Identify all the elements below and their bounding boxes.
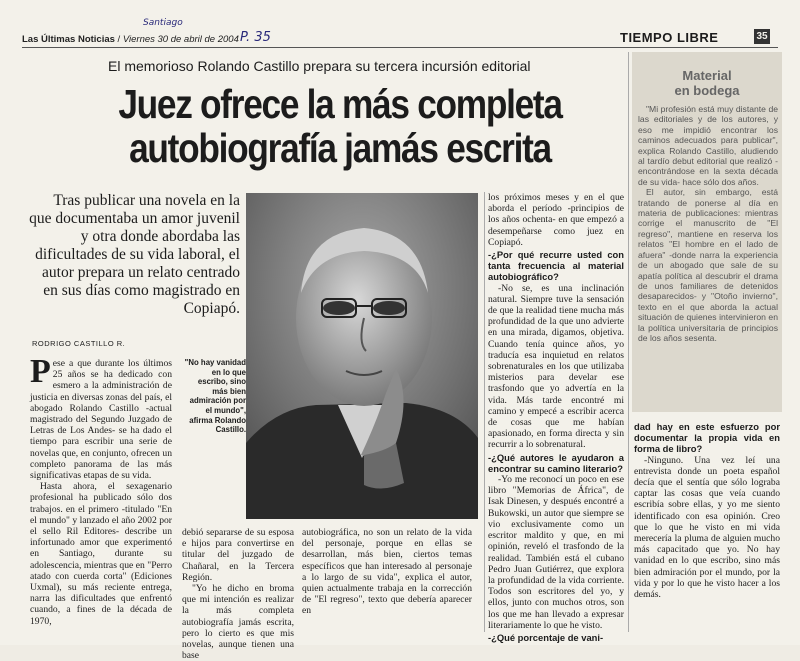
column-5 [634,420,780,600]
headline-line-2: autobiografía jamás escrita [129,125,551,171]
byline: RODRIGO CASTILLO R. [32,339,126,348]
col5-question-1: dad hay en este esfuerzo por documentar la propia vida en forma de libro? [634,421,780,455]
headline-line-1: Juez ofrece la más completa [118,81,562,127]
col4-block-1: los próximos meses y en el que aborda el período -principios de los años ochenta- en que empezó a desempeñarse como juez en Copiapó. [488,192,624,248]
sidebar-title-line-1: Material [682,68,732,83]
sidebar-paragraph-1: "Mi profesión está muy distante de las editoriales y de los autores, y eso me impidió encontrar los caminos adecuados para publicar", explica Rolando Castillo, aludiendo al tardío debut editorial que realizó -encontrándose en la sexta década de su vida- hace sólo dos años. [638,104,778,187]
column-1 [30,353,172,627]
kicker: El memorioso Rolando Castillo prepara su tercera incursión editorial [108,58,531,74]
column-3-bottom [302,527,472,617]
column-divider-2 [628,52,629,632]
sidebar-title-line-2: en bodega [674,83,740,98]
column-divider-1 [484,192,485,632]
col1-paragraph-1 [30,353,172,482]
col4-question-2: -¿Qué autores le ayudaron a encontrar su camino literario? [488,451,624,474]
section-name: TIEMPO LIBRE [620,30,719,45]
deck: Tras publicar una novela en la que documentaba un amor juvenil y otra donde abordaba las dificultades de su vida laboral, el autor prepara un relato centrado en sus días como magistrado en Copiapó. [29,192,240,317]
col5-block-2: -Ninguno. Una vez leí una entrevista donde un poeta español decía que el sentía que sólo lograba captar las cosas que veía cuando escribía sobre ellas, y yo me siento identificado con esa opinión. Creo que lo que he visto en mi vida merecería la pluma de alguien mucho más capacitado que yo. No hay vanidad en lo que escribo, sino más bien admiración por el mundo, por la vida y por lo que he visto hacer a los demás. [634,454,780,601]
col1-paragraph-1-text: ese a que durante los últimos 25 años se ha dedicado con esmero a la administración de justicia en diversas zonas del país, el abogado Rolando Castillo -actual magistrado del Segundo Juzgado de Letras de Los Andes- se ha dado el tiempo para escribir una serie de novelas que, en conjunto, ofrecen un completo panorama de las más significativas etapas de su vida. [30,358,172,482]
issue-date: Viernes 30 de abril de 2004 [122,34,239,45]
handwritten-page: P. 35 [240,30,271,45]
sidebar-box [632,52,782,412]
masthead: Las Últimas Noticias / Viernes 30 de abril de 2004 [22,34,239,45]
col2-paragraph-2: "Yo he dicho en broma que mi intención es realizar la más completa autobiografía jamás escrita, pero lo cierto es que mis novelas, aunque tienen una base [182,583,294,661]
col1-paragraph-2: Hasta ahora, el sexagenario profesional ha publicado sólo dos trabajos. en el primero -titulado "En el mundo" y lanzado el año 2002 por el sello Ril Editores- describe un infortunado amor que experimentó en Santiago, durante su adolescencia, mientras que en "Perro atado con cuerda corta" (Ediciones Uxmal), su más reciente entrega, narra las dificultades que enfrentó cuando, a fines de la década de 1970, [30,481,172,627]
col4-question-3: -¿Qué porcentaje de vani- [488,631,604,643]
col3-paragraph-1: autobiográfica, no son un relato de la vida del personaje, porque en ellas se desarrollan, más bien, ciertos temas específicos que han interesado al personaje a lo largo de su vida", explica el autor, quien actualmente trabaja en la corrección de "El regreso", texto que debería aparecer en [302,527,472,617]
paper-name: Las Últimas Noticias [22,34,115,45]
col4-question-1: -¿Por qué recurre usted con tanta frecuencia al material autobiográfico? [488,249,624,283]
col4-block-5: -Yo me reconocí un poco en ese libro "Memorias de África", de Isak Dinesen, y después encontré a Bukowski, un autor que siempre se vio exclusivamente como un escritor maldito y que, en mi opinión, reveló el trasfondo de la realidad. También está el cubano Pedro Juan Gutiérrez, que explora la profundidad de la vida corriente. Todos son escritores del yo, y ellos, junto con muchos otros, son los que me han llevado a expresar literariamente lo que he visto. [488,474,624,631]
sidebar-body [638,104,778,343]
page-number: 35 [754,29,770,44]
col2-paragraph-1: debió separarse de su esposa e hijos para convertirse en titular del juzgado de Chañaral, en la Tercera Región. [182,527,294,583]
column-4 [488,192,624,643]
pull-quote: "No hay vanidad en lo que escribo, sino más bien admiración por el mundo", afirma Rolando Castillo. [184,358,246,435]
column-2-bottom [182,527,294,661]
header-rule [22,47,778,48]
col4-block-3: -No se, es una inclinación natural. Siempre tuve la sensación de que la realidad tiene mucha más profundidad de la que uno advierte en una mirada, digamos, objetiva. Cuando tenía quince años, yo traducía esa inquietud en relatos sobrenaturales en los que utilizaba misterios para develar ese trasfondo que yo advertía en la vida. Más tarde encontré mi camino y empecé a escribir acerca de cosas que me habían apasionado, en forma directa y sin recurrir a lo sobrenatural. [488,282,624,451]
sidebar-title [632,68,782,98]
dropcap: P [30,353,51,390]
portrait-photo [246,193,478,519]
sidebar-paragraph-2: El autor, sin embargo, está tratando de ponerse al día en materia de publicaciones: mientras corrige el manuscrito de "El regreso", mantiene en reserva los relatos "El hombre en el lado de afuera" -donde narra la experiencia de un abogado que sale de su apatía política al descubrir el drama de unos familiares de detenidos desaparecidos- y "Otoño invierno", texto en el que aborda la actual situación de quienes intervinieron en la política universitaria de principios de los años sesenta. [638,187,778,343]
headline [82,82,598,170]
handwritten-city: Santiago [143,18,183,28]
portrait-illustration [246,193,478,519]
